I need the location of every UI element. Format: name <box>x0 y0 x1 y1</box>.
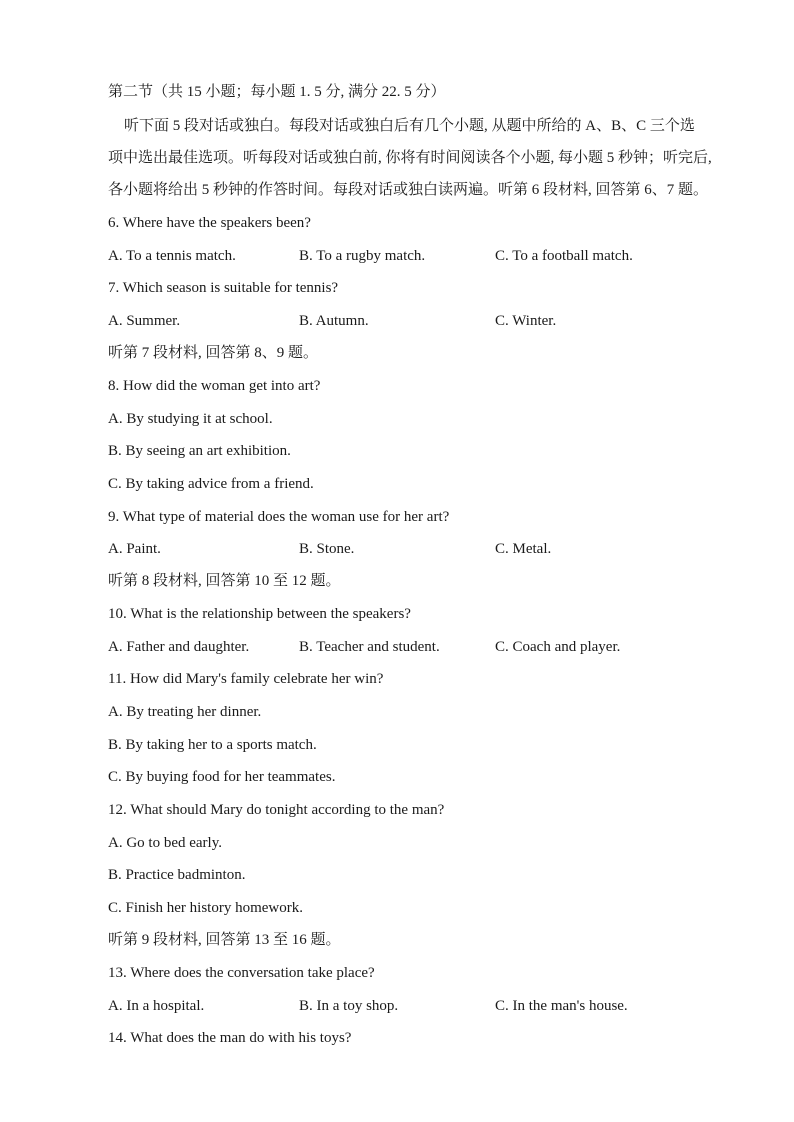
question-7-options <box>108 312 728 330</box>
material-7-instruction: 听第 7 段材料, 回答第 8、9 题。 <box>108 345 319 361</box>
question-12-option-c: C. Finish her history homework. <box>108 900 303 916</box>
question-10-options <box>108 638 728 656</box>
option-b: B. Stone. <box>299 541 355 557</box>
option-c: C. In the man's house. <box>495 998 628 1014</box>
question-12-option-b: B. Practice badminton. <box>108 867 246 883</box>
option-c: C. Coach and player. <box>495 639 621 655</box>
question-12-option-a: A. Go to bed early. <box>108 835 222 851</box>
option-c: C. Metal. <box>495 541 552 557</box>
material-8-instruction: 听第 8 段材料, 回答第 10 至 12 题。 <box>108 573 341 589</box>
question-9: 9. What type of material does the woman use for her art? <box>108 509 450 525</box>
option-b: B. Teacher and student. <box>299 639 440 655</box>
section-header: 第二节（共 15 小题；每小题 1. 5 分, 满分 22. 5 分） <box>108 84 446 100</box>
instruction-line: 项中选出最佳选项。听每段对话或独白前, 你将有时间阅读各个小题, 每小题 5 秒钟；听完后, <box>108 150 712 166</box>
question-6: 6. Where have the speakers been? <box>108 215 311 231</box>
option-b: B. To a rugby match. <box>299 248 426 264</box>
question-13-options <box>108 997 728 1015</box>
material-9-instruction: 听第 9 段材料, 回答第 13 至 16 题。 <box>108 932 341 948</box>
option-c: C. To a football match. <box>495 248 633 264</box>
question-8-option-a: A. By studying it at school. <box>108 411 273 427</box>
question-10: 10. What is the relationship between the speakers? <box>108 606 411 622</box>
option-a: A. Summer. <box>108 313 181 329</box>
question-13: 13. Where does the conversation take place? <box>108 965 375 981</box>
instruction-line: 听下面 5 段对话或独白。每段对话或独白后有几个小题, 从题中所给的 A、B、C 三个选 <box>124 118 695 134</box>
option-a: A. Paint. <box>108 541 161 557</box>
instruction-line: 各小题将给出 5 秒钟的作答时间。每段对话或独白读两遍。听第 6 段材料, 回答第 6、7 题。 <box>108 182 709 198</box>
question-11-option-b: B. By taking her to a sports match. <box>108 737 317 753</box>
question-11-option-c: C. By buying food for her teammates. <box>108 769 336 785</box>
question-8-option-c: C. By taking advice from a friend. <box>108 476 314 492</box>
question-14: 14. What does the man do with his toys? <box>108 1030 352 1046</box>
option-c: C. Winter. <box>495 313 557 329</box>
question-11-option-a: A. By treating her dinner. <box>108 704 262 720</box>
option-a: A. To a tennis match. <box>108 248 236 264</box>
instructions-block <box>124 110 724 142</box>
question-8-option-b: B. By seeing an art exhibition. <box>108 443 291 459</box>
instructions-block-2 <box>108 142 722 206</box>
question-6-options <box>108 247 728 265</box>
option-b: B. Autumn. <box>299 313 369 329</box>
question-8: 8. How did the woman get into art? <box>108 378 321 394</box>
option-a: A. In a hospital. <box>108 998 205 1014</box>
question-9-options <box>108 540 728 558</box>
question-7: 7. Which season is suitable for tennis? <box>108 280 339 296</box>
question-12: 12. What should Mary do tonight according to the man? <box>108 802 445 818</box>
question-11: 11. How did Mary's family celebrate her win? <box>108 671 384 687</box>
option-a: A. Father and daughter. <box>108 639 250 655</box>
option-b: B. In a toy shop. <box>299 998 399 1014</box>
